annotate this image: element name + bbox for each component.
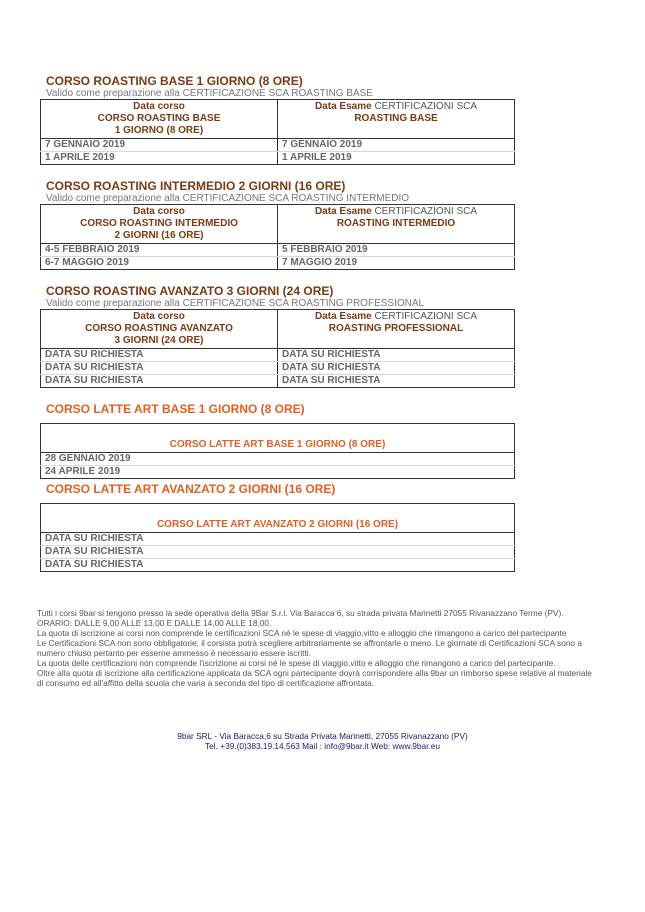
course-subtitle: Valido come preparazione alla CERTIFICAZIONE SCA ROASTING PROFESSIONAL [46,298,425,309]
footer-notes [37,608,597,688]
footer-note: Tutti i corsi 9bar si tengono presso la sede operativa della 9Bar S.r.l. Via Baracca 6, su strada privata Marinetti 27055 Rivanazzano Terme (PV). [37,608,564,618]
header-exam-date: Data Esame CERTIFICAZIONI SCA ROASTING PROFESSIONAL [278,310,515,349]
table-header-row [41,424,515,453]
schedule-table [40,309,515,388]
schedule-table [40,204,515,270]
table-row: DATA SU RICHIESTA DATA SU RICHIESTA [41,349,515,362]
course-roasting-base [40,74,515,165]
course-latte-art-avanzato [40,482,515,572]
table-row: 6-7 MAGGIO 2019 7 MAGGIO 2019 [41,257,515,270]
schedule-table [40,423,515,479]
course-latte-art-base [40,402,515,479]
header-course: CORSO LATTE ART AVANZATO 2 GIORNI (16 ORE) [41,504,515,533]
table-row: DATA SU RICHIESTA DATA SU RICHIESTA [41,362,515,375]
header-exam-date: Data Esame CERTIFICAZIONI SCA ROASTING INTERMEDIO [278,205,515,244]
header-course-date: Data corso CORSO ROASTING BASE 1 GIORNO (8 ORE) [41,100,278,139]
course-title: CORSO LATTE ART AVANZATO 2 GIORNI (16 ORE) [46,482,336,496]
footer-note: La quota delle certificazioni non comprende l'iscrizione ai corsi né le spese di viaggio,vitto e alloggio che rimangono a carico del partecipante. [37,658,556,668]
company-contacts: Tel. +39.(0)383.19.14.563 Mail : info@9bar.it Web: www.9bar.eu [205,741,440,751]
table-row: DATA SU RICHIESTA [41,546,515,559]
table-header-row [41,205,515,244]
table-row: 28 GENNAIO 2019 [41,453,515,466]
header-course-date: Data corso CORSO ROASTING AVANZATO 3 GIORNI (24 ORE) [41,310,278,349]
footer-note: La quota di iscrizione ai corsi non comprende le certificazioni SCA né le spese di viaggio,vitto e alloggio che rimangono a carico del partecipante [37,628,567,638]
contact-info [0,731,645,751]
header-course-date: Data corso CORSO ROASTING INTERMEDIO 2 GIORNI (16 ORE) [41,205,278,244]
footer-note: ORARIO: DALLE 9,00 ALLE 13,00 E DALLE 14,00 ALLE 18,00. [37,618,272,628]
footer-note: Le Certificazioni SCA non sono obbligatorie, il corsista potrà scegliere arbitrariamente se affrontarle o meno. Le giornate di Certificazioni SCA sono a numero chiuso pertanto per esserne ammesso è necessario essere iscritti. [37,638,582,658]
course-title: CORSO ROASTING BASE 1 GIORNO (8 ORE) [46,74,303,88]
course-roasting-intermedio [40,179,515,270]
table-header-row [41,504,515,533]
course-subtitle: Valido come preparazione alla CERTIFICAZIONE SCA ROASTING INTERMEDIO [46,193,410,204]
course-subtitle: Valido come preparazione alla CERTIFICAZIONE SCA ROASTING BASE [46,88,373,99]
schedule-table [40,503,515,572]
table-row: 1 APRILE 2019 1 APRILE 2019 [41,152,515,165]
course-title: CORSO ROASTING INTERMEDIO 2 GIORNI (16 ORE) [46,179,346,193]
course-title: CORSO ROASTING AVANZATO 3 GIORNI (24 ORE) [46,284,334,298]
table-row: 4-5 FEBBRAIO 2019 5 FEBBRAIO 2019 [41,244,515,257]
company-address: 9bar SRL - Via Baracca,6 su Strada Privata Marinetti, 27055 Rivanazzano (PV) [177,731,468,741]
header-course: CORSO LATTE ART BASE 1 GIORNO (8 ORE) [41,424,515,453]
table-header-row [41,100,515,139]
course-roasting-avanzato [40,284,515,388]
schedule-table [40,99,515,165]
table-row: DATA SU RICHIESTA [41,533,515,546]
table-header-row [41,310,515,349]
table-row: 7 GENNAIO 2019 7 GENNAIO 2019 [41,139,515,152]
footer-note: Oltre alla quota di iscrizione alla certificazione applicata da SCA ogni partecipante dovrà corrispondere alla 9bar un rimborso spese relative al materiale di consumo ed all'affitto della scuola che varia a seconda del tipo di certificazione affrontata. [37,668,592,688]
table-row: 24 APRILE 2019 [41,466,515,479]
course-title: CORSO LATTE ART BASE 1 GIORNO (8 ORE) [46,402,305,416]
table-row: DATA SU RICHIESTA DATA SU RICHIESTA [41,375,515,388]
table-row: DATA SU RICHIESTA [41,559,515,572]
header-exam-date: Data Esame CERTIFICAZIONI SCA ROASTING BASE [278,100,515,139]
